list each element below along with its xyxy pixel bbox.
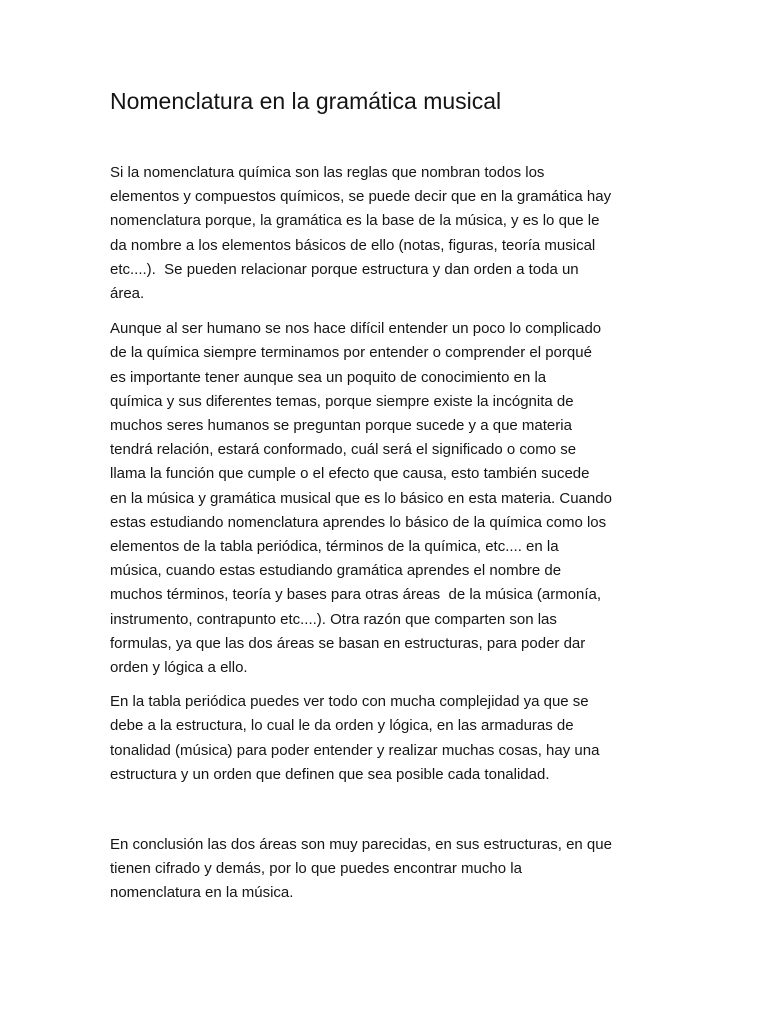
paragraph-line: elementos de la tabla periódica, términos de la química, etc.... en la bbox=[110, 538, 559, 556]
paragraph-line: debe a la estructura, lo cual le da orden y lógica, en las armaduras de bbox=[110, 717, 574, 735]
paragraph-line: música, cuando estas estudiando gramática aprendes el nombre de bbox=[110, 562, 562, 580]
paragraph-line: estructura y un orden que definen que sea posible cada tonalidad. bbox=[110, 765, 550, 783]
paragraph-line: En conclusión las dos áreas son muy parecidas, en sus estructuras, en que bbox=[110, 836, 612, 854]
paragraph-line: tonalidad (música) para poder entender y realizar muchas cosas, hay una bbox=[110, 741, 600, 759]
paragraph-1 bbox=[110, 161, 670, 306]
paragraph-line: química y sus diferentes temas, porque siempre existe la incógnita de bbox=[110, 392, 574, 410]
paragraph-line: elementos y compuestos químicos, se puede decir que en la gramática hay bbox=[110, 188, 612, 206]
paragraph-line: llama la función que cumple o el efecto que causa, esto también sucede bbox=[110, 465, 590, 483]
paragraph-line: en la música y gramática musical que es lo básico en esta materia. Cuando bbox=[110, 489, 612, 507]
paragraph-line: orden y lógica a ello. bbox=[110, 659, 248, 677]
paragraph-line: etc....). Se pueden relacionar porque estructura y dan orden a toda un bbox=[110, 260, 579, 278]
paragraph-line: nomenclatura porque, la gramática es la base de la música, y es lo que le bbox=[110, 212, 600, 230]
paragraph-line: estas estudiando nomenclatura aprendes lo básico de la química como los bbox=[110, 513, 607, 531]
paragraph-line: de la química siempre terminamos por entender o comprender el porqué bbox=[110, 344, 592, 362]
paragraph-line: Si la nomenclatura química son las reglas que nombran todos los bbox=[110, 164, 545, 181]
document-title: Nomenclatura en la gramática musical bbox=[110, 88, 502, 114]
paragraph-line: es importante tener aunque sea un poquito de conocimiento en la bbox=[110, 368, 547, 386]
paragraph-line: Aunque al ser humano se nos hace difícil entender un poco lo complicado bbox=[110, 320, 602, 338]
paragraph-line: área. bbox=[110, 285, 145, 303]
paragraph-line: da nombre a los elementos básicos de ello (notas, figuras, teoría musical bbox=[110, 236, 596, 254]
paragraph-4 bbox=[110, 833, 670, 906]
paragraph-line: tendrá relación, estará conformado, cuál será el significado o como se bbox=[110, 441, 577, 459]
paragraph-2 bbox=[110, 317, 670, 680]
paragraph-line: nomenclatura en la música. bbox=[110, 884, 294, 902]
paragraph-line: instrumento, contrapunto etc....). Otra razón que comparten son las bbox=[110, 610, 557, 628]
paragraph-line: muchos términos, teoría y bases para otras áreas de la música (armonía, bbox=[110, 586, 602, 604]
paragraph-line: formulas, ya que las dos áreas se basan en estructuras, para poder dar bbox=[110, 634, 586, 652]
paragraph-line: muchos seres humanos se preguntan porque sucede y a que materia bbox=[110, 417, 572, 435]
paragraph-line: En la tabla periódica puedes ver todo con mucha complejidad ya que se bbox=[110, 693, 589, 711]
paragraph-line: tienen cifrado y demás, por lo que puedes encontrar mucho la bbox=[110, 860, 522, 878]
paragraph-3 bbox=[110, 690, 670, 787]
document-body bbox=[110, 161, 670, 906]
